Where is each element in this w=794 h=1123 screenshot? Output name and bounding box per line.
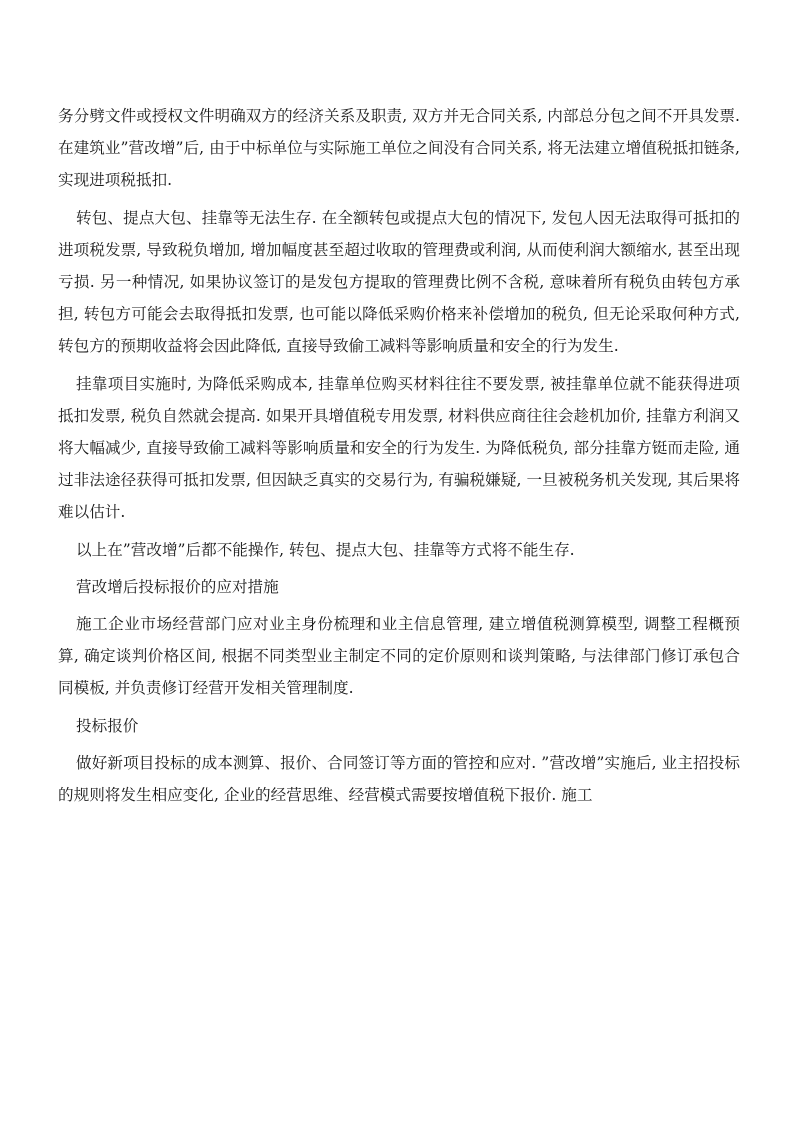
document-body bbox=[58, 100, 740, 816]
paragraph-summary: 以上在”营改增”后都不能操作, 转包、提点大包、挂靠等方式将不能生存. bbox=[76, 540, 575, 559]
paragraph-subcontracting: 转包、提点大包、挂靠等无法生存. 在全额转包或提点大包的情况下, 发包人因无法取得可抵扣的进项税发票, 导致税负增加, 增加幅度甚至超过收取的管理费或利润, 从而使利润大额缩水, 甚至出现亏损. 另一种情况, 如果协议签订的是发包方提取的管理费比例不含税, 意味着所有税负由转包方承担, 转包方可能会去取得抵扣发票, 也可能以降低采购价格来补偿增加的税负, 但无论采取何种方式, 转包方的预期收益将会因此降低, 直接导致偷工减料等影响质量和安全的行为发生. bbox=[58, 208, 740, 356]
paragraph-continuation: 务分劈文件或授权文件明确双方的经济关系及职责, 双方并无合同关系, 内部总分包之间不开具发票. 在建筑业”营改增”后, 由于中标单位与实际施工单位之间没有合同关系, 将无法建立增值税抵扣链条, 实现进项税抵扣. bbox=[58, 107, 740, 190]
section-heading-bid-pricing: 投标报价 bbox=[76, 716, 139, 735]
paragraph-bid-pricing: 做好新项目投标的成本测算、报价、合同签订等方面的管控和应对. ”营改增”实施后, 业主招投标的规则将发生相应变化, 企业的经营思维、经营模式需要按增值税下报价. 施工 bbox=[58, 753, 740, 805]
paragraph-market-department: 施工企业市场经营部门应对业主身份梳理和业主信息管理, 建立增值税测算模型, 调整工程概预算, 确定谈判价格区间, 根据不同类型业主制定不同的定价原则和谈判策略, 与法律部门修订承包合同模板, 并负责修订经营开发相关管理制度. bbox=[58, 615, 740, 698]
paragraph-affiliation: 挂靠项目实施时, 为降低采购成本, 挂靠单位购买材料往往不要发票, 被挂靠单位就不能获得进项抵扣发票, 税负自然就会提高. 如果开具增值税专用发票, 材料供应商往往会趁机加价, 挂靠方利润又将大幅减少, 直接导致偷工减料等影响质量和安全的行为发生. 为降低税负, 部分挂靠方铤而走险, 通过非法途径获得可抵扣发票, 但因缺乏真实的交易行为, 有骗税嫌疑, 一旦被税务机关发现, 其后果将难以估计. bbox=[58, 374, 740, 522]
section-heading-bid-measures: 营改增后投标报价的应对措施 bbox=[76, 577, 279, 596]
